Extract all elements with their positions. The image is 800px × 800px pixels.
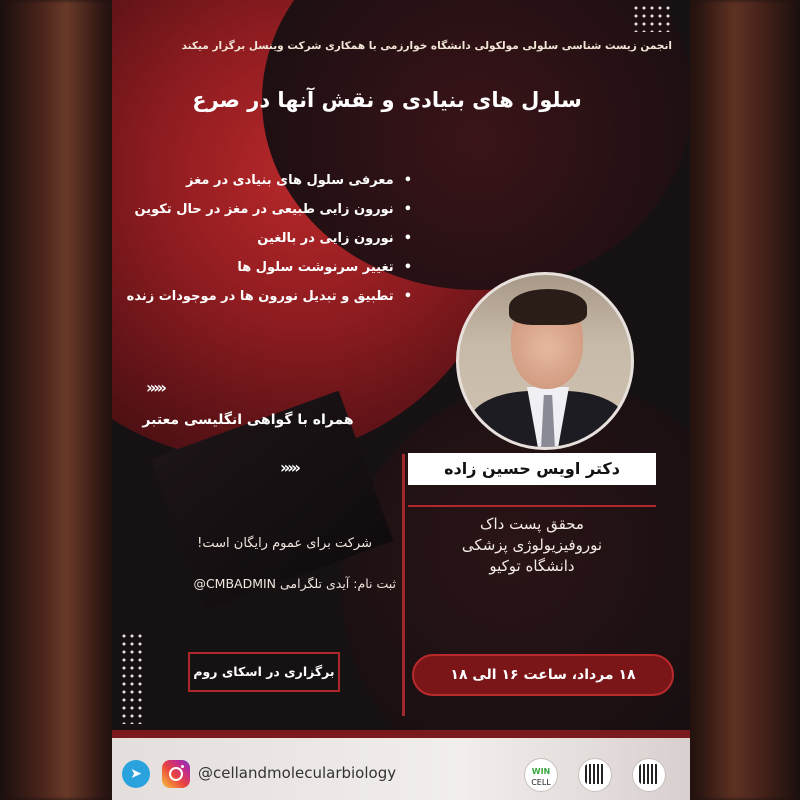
dot-pattern-top (632, 4, 672, 32)
association-logo (578, 758, 612, 792)
speaker-position: محقق پست داک نوروفیزیولوژی پزشکی دانشگاه توکیو (461, 515, 603, 575)
bullet-icon: • (403, 289, 412, 304)
registration-info: ثبت نام: آیدی تلگرامی CMBADMIN@ (193, 576, 396, 591)
topic-item: •تطبیق و تبدیل نورون ها در موجودات زنده (122, 282, 412, 311)
date-time-pill: ۱۸ مرداد، ساعت ۱۶ الی ۱۸ (412, 654, 674, 696)
topic-item: •نورون زایی طبیعی در مغز در حال تکوین (122, 195, 412, 224)
university-logo (632, 758, 666, 792)
venue-box: برگزاری در اسکای روم (188, 652, 340, 692)
blurred-background-right (680, 0, 800, 800)
chevrons-icon: ››››› (146, 378, 164, 397)
bullet-icon: • (403, 260, 412, 275)
telegram-icon[interactable]: ➤ (122, 760, 150, 788)
name-underline (408, 505, 656, 507)
poster-title: سلول های بنیادی و نقش آنها در صرع (192, 88, 582, 112)
event-poster (112, 0, 690, 800)
divider-line (402, 454, 405, 716)
instagram-icon[interactable] (162, 760, 190, 788)
chevrons-icon: ››››› (280, 458, 298, 477)
social-handle[interactable]: @cellandmolecularbiology (198, 764, 397, 782)
topic-item: •نورون زایی در بالغین (122, 224, 412, 253)
bullet-icon: • (403, 231, 412, 246)
blurred-background-left (0, 0, 120, 800)
topic-item: •معرفی سلول های بنیادی در مغز (122, 166, 412, 195)
wincell-logo: WIN CELL (524, 758, 558, 792)
organizer-line: انجمن زیست شناسی سلولی مولکولی دانشگاه خوارزمی با همکاری شرکت وینسل برگزار میکند (181, 40, 672, 52)
free-admission-note: شرکت برای عموم رایگان است! (197, 536, 372, 551)
certificate-note: همراه با گواهی انگلیسی معتبر (142, 412, 354, 428)
speaker-name: دکتر اویس حسین زاده (408, 453, 656, 485)
speaker-photo (456, 272, 634, 450)
bullet-icon: • (403, 202, 412, 217)
bullet-icon: • (403, 173, 412, 188)
topic-item: •تغییر سرنوشت سلول ها (122, 253, 412, 282)
dot-pattern-left (120, 632, 144, 724)
topics-list (122, 166, 412, 311)
